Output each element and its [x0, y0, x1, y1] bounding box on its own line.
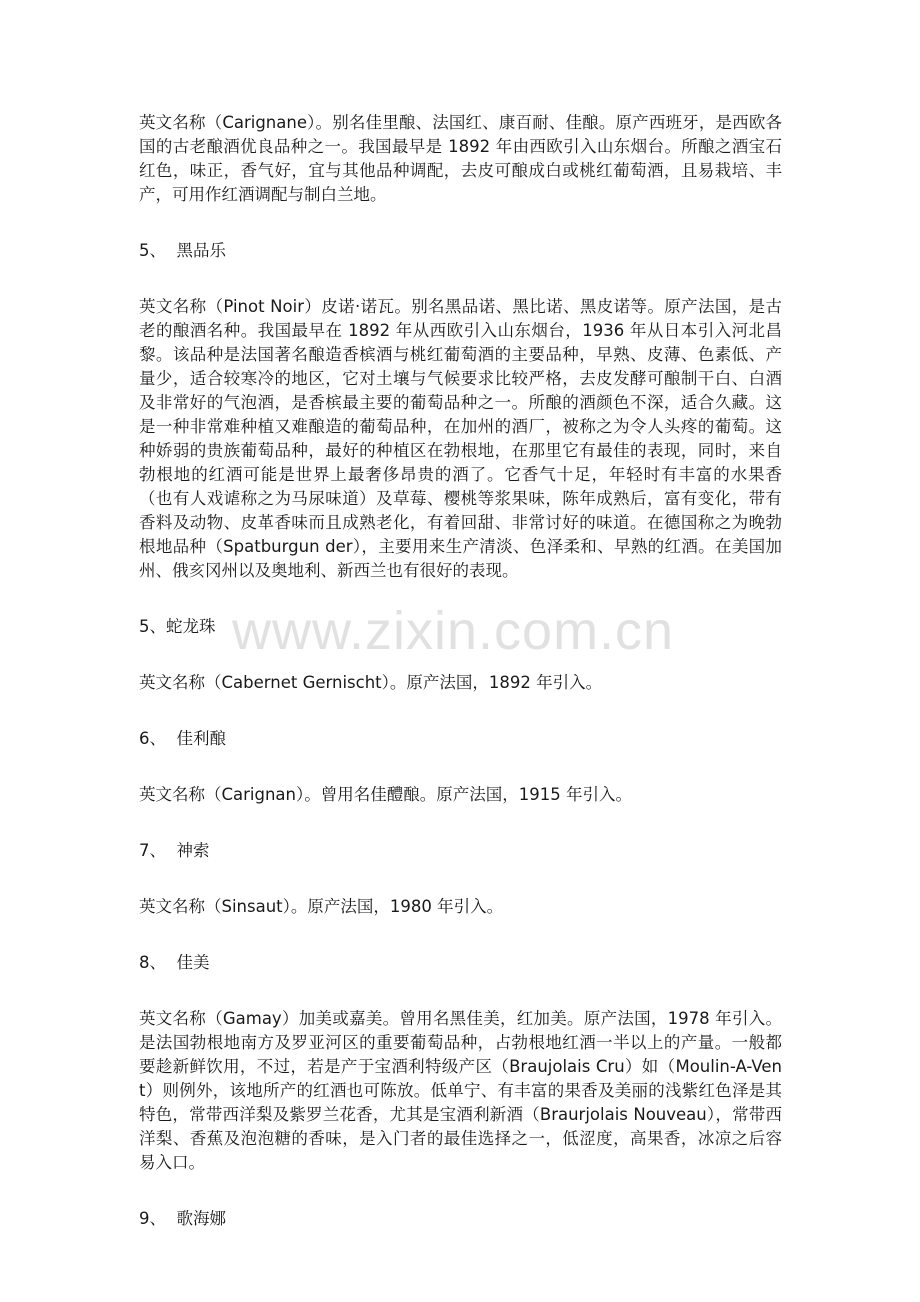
paragraph-pinot-noir: 英文名称（Pinot Noir）皮诺·诺瓦。别名黑品诺、黑比诺、黑皮诺等。原产法国，是古老的酿酒名种。我国最早在 1892 年从西欧引入山东烟台，1936 年从日本引入河北昌黎。该品种是法国著名酿造香槟酒与桃红葡萄酒的主要品种，早熟、皮薄、色素低、产量少，适合较寒冷的地区，它对土壤与气候要求比较严格，去皮发酵可酿制干白、白酒及非常好的气泡酒，是香槟最主要的葡萄品种之一。所酿的酒颜色不深，适合久藏。这是一种非常难种植又难酿造的葡萄品种，在加州的酒厂，被称之为令人头疼的葡萄。这种娇弱的贵族葡萄品种，最好的种植区在勃根地，在那里它有最佳的表现，同时，来自勃根地的红酒可能是世界上最奢侈昂贵的酒了。它香气十足，年轻时有丰富的水果香（也有人戏谑称之为马尿味道）及草莓、樱桃等浆果味，陈年成熟后，富有变化，带有香料及动物、皮革香味而且成熟老化，有着回甜、非常讨好的味道。在德国称之为晚勃根地品种（Spatburgun der），主要用来生产清淡、色泽柔和、早熟的红酒。在美国加州、俄亥冈州以及奥地利、新西兰也有很好的表现。 — [139, 297, 782, 580]
watermark: www.zixin.com.cn — [232, 601, 675, 661]
heading-gamay: 8、 佳美 — [139, 953, 210, 972]
heading-pinot-noir: 5、 黑品乐 — [139, 241, 226, 260]
document-body — [139, 111, 782, 1263]
heading-sinsaut: 7、 神索 — [139, 841, 210, 860]
heading-carignan: 6、 佳利酿 — [139, 729, 226, 748]
paragraph-sinsaut: 英文名称（Sinsaut）。原产法国，1980 年引入。 — [139, 897, 504, 916]
paragraph-cabernet-gernischt: 英文名称（Cabernet Gernischt）。原产法国，1892 年引入。 — [139, 673, 603, 692]
paragraph-gamay: 英文名称（Gamay）加美或嘉美。曾用名黑佳美，红加美。原产法国，1978 年引入。是法国勃根地南方及罗亚河区的重要葡萄品种，占勃根地红酒一半以上的产量。一般都要趁新鲜饮用，不过，若是产于宝酒利特级产区（Braujolais Cru）如（Moulin-A-Vent）则例外，该地所产的红酒也可陈放。低单宁、有丰富的果香及美丽的浅紫红色泽是其特色，常带西洋梨及紫罗兰花香，尤其是宝酒利新酒（Braurjolais Nouveau），常带西洋梨、香蕉及泡泡糖的香味，是入门者的最佳选择之一，低涩度，高果香，冰凉之后容易入口。 — [139, 1009, 782, 1172]
heading-cabernet-gernischt: 5、蛇龙珠 — [139, 617, 216, 636]
paragraph-carignan: 英文名称（Carignan）。曾用名佳醴酿。原产法国，1915 年引入。 — [139, 785, 632, 804]
paragraph-carignane: 英文名称（Carignane）。别名佳里酿、法国红、康百耐、佳酿。原产西班牙，是西欧各国的古老酿酒优良品种之一。我国最早是 1892 年由西欧引入山东烟台。所酿之酒宝石红色，味正，香气好，宜与其他品种调配，去皮可酿成白或桃红葡萄酒，且易栽培、丰产，可用作红酒调配与制白兰地。 — [139, 113, 782, 204]
heading-grenache: 9、 歌海娜 — [139, 1209, 226, 1228]
